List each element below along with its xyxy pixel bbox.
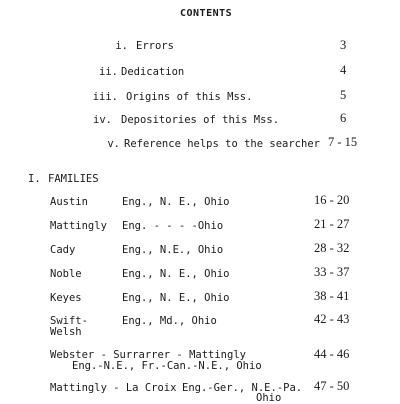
family-origin: Eng. - - - -Ohio	[122, 220, 224, 232]
family-pages: 47 - 50	[314, 379, 350, 393]
front-matter-label: Errors	[136, 40, 174, 52]
family-pages: 33 - 37	[314, 265, 350, 279]
front-matter-page: 6	[340, 111, 347, 125]
family-pages: 16 - 20	[314, 193, 350, 207]
front-matter-page: 7 - 15	[328, 135, 358, 149]
family-name: Mattingly - La Croix	[50, 382, 177, 394]
front-matter-label: Reference helps to the searcher	[124, 138, 320, 150]
family-name: Noble	[50, 268, 82, 280]
front-matter-page: 3	[340, 38, 347, 52]
front-matter-num: v.	[107, 138, 120, 150]
front-matter-page: 4	[340, 63, 347, 77]
family-name: Cady	[50, 244, 76, 256]
front-matter-num: i.	[115, 40, 128, 52]
front-matter-num: iii.	[92, 91, 118, 103]
front-matter-num: iv.	[93, 114, 112, 126]
family-name: Mattingly	[50, 220, 107, 232]
family-origin: Eng., N. E., Ohio	[122, 268, 230, 280]
front-matter-label: Dedication	[121, 66, 185, 78]
family-origin: Eng., N. E., Ohio	[122, 292, 230, 304]
family-origin-continued: Ohio	[256, 392, 282, 404]
family-pages: 21 - 27	[314, 217, 350, 231]
family-origin: Eng.-Ger., N.E.-Pa.	[182, 382, 303, 394]
front-matter-label: Depositories of this Mss.	[121, 114, 280, 126]
section-number: I.	[28, 173, 41, 185]
family-pages: 28 - 32	[314, 241, 350, 255]
family-origin: Eng.-N.E., Fr.-Can.-N.E., Ohio	[72, 360, 262, 372]
family-name-continued: Welsh	[50, 326, 82, 338]
family-name: Webster - Surrarrer - Mattingly	[50, 349, 246, 361]
family-pages: 42 - 43	[314, 312, 350, 326]
family-name: Keyes	[50, 292, 82, 304]
front-matter-num: ii.	[99, 66, 118, 78]
page-title: CONTENTS	[180, 8, 233, 19]
front-matter-label: Origins of this Mss.	[126, 91, 253, 103]
family-pages: 44 - 46	[314, 347, 350, 361]
family-pages: 38 - 41	[314, 289, 350, 303]
family-origin: Eng., Md., Ohio	[122, 315, 217, 327]
section-heading: FAMILIES	[48, 173, 99, 185]
family-origin: Eng., N. E., Ohio	[122, 196, 230, 208]
front-matter-page: 5	[340, 88, 347, 102]
family-name: Swift-	[50, 315, 88, 327]
family-name: Austin	[50, 196, 88, 208]
family-origin: Eng., N.E., Ohio	[122, 244, 224, 256]
